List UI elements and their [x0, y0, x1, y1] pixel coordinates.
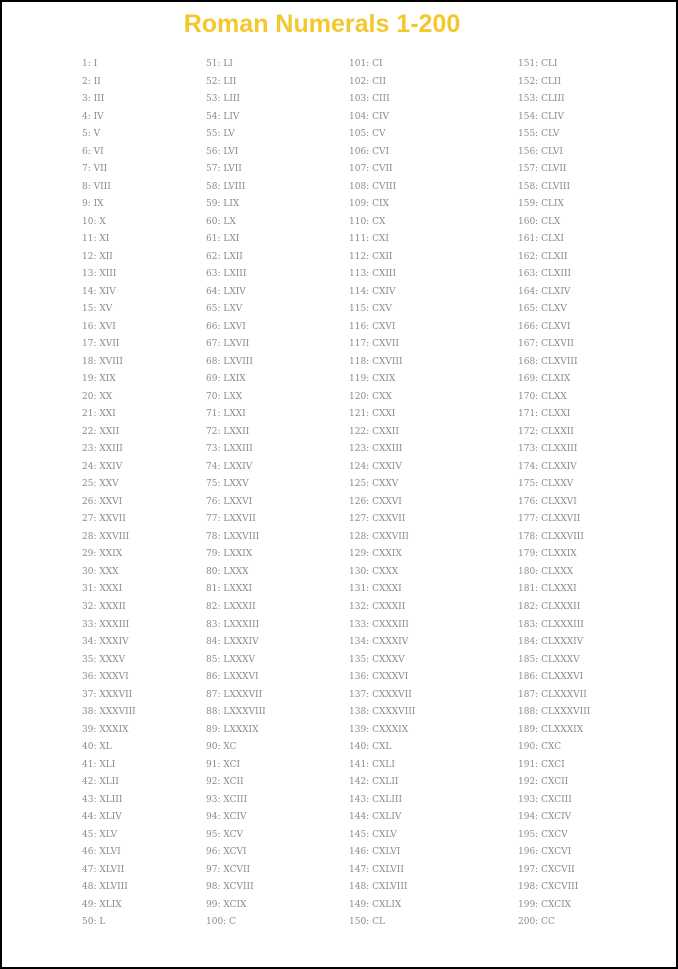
numeral-entry: 88: LXXXVIII: [206, 707, 266, 718]
numeral-entry: 67: LXVII: [206, 339, 250, 350]
numeral-entry: 122: CXXII: [349, 426, 399, 437]
numeral-entry: 179: CLXXIX: [518, 549, 577, 560]
numeral-entry: 78: LXXVIII: [206, 531, 260, 542]
numeral-column-4: [518, 56, 590, 932]
numeral-entry: 153: CLIII: [518, 94, 565, 105]
numeral-entry: 139: CXXXIX: [349, 724, 409, 735]
numeral-entry: 5: V: [82, 129, 101, 140]
numeral-entry: 8: VIII: [82, 181, 111, 192]
numeral-entry: 16: XVI: [82, 321, 116, 332]
numeral-entry: 63: LXIII: [206, 269, 247, 280]
numeral-entry: 120: CXX: [349, 391, 392, 402]
numeral-entry: 3: III: [82, 94, 105, 105]
numeral-entry: 193: CXCIII: [518, 794, 572, 805]
numeral-entry: 132: CXXXII: [349, 601, 406, 612]
numeral-entry: 146: CXLVI: [349, 847, 401, 858]
numeral-entry: 99: XCIX: [206, 899, 247, 910]
numeral-entry: 83: LXXXIII: [206, 619, 260, 630]
numeral-entry: 62: LXII: [206, 251, 243, 262]
numeral-entry: 26: XXVI: [82, 496, 123, 507]
numeral-entry: 141: CXLI: [349, 759, 395, 770]
numeral-entry: 148: CXLVIII: [349, 882, 408, 893]
numeral-entry: 89: LXXXIX: [206, 724, 259, 735]
numeral-entry: 176: CLXXVI: [518, 496, 577, 507]
numeral-entry: 187: CLXXXVII: [518, 689, 587, 700]
numeral-entry: 74: LXXIV: [206, 461, 253, 472]
numeral-entry: 116: CXVI: [349, 321, 396, 332]
numeral-entry: 77: LXXVII: [206, 514, 256, 525]
numeral-entry: 192: CXCII: [518, 777, 569, 788]
numeral-entry: 196: CXCVI: [518, 847, 572, 858]
numeral-entry: 40: XL: [82, 742, 112, 753]
numeral-entry: 69: LXIX: [206, 374, 246, 385]
numeral-entry: 56: LVI: [206, 146, 239, 157]
numeral-entry: 165: CLXV: [518, 304, 567, 315]
numeral-entry: 110: CX: [349, 216, 386, 227]
numeral-entry: 12: XII: [82, 251, 113, 262]
numeral-entry: 45: XLV: [82, 829, 118, 840]
numeral-entry: 199: CXCIX: [518, 899, 572, 910]
numeral-entry: 113: CXIII: [349, 269, 397, 280]
numeral-entry: 29: XXIX: [82, 549, 123, 560]
numeral-entry: 184: CLXXXIV: [518, 637, 584, 648]
numeral-entry: 182: CLXXXII: [518, 601, 581, 612]
numeral-entry: 76: LXXVI: [206, 496, 253, 507]
numeral-entry: 164: CLXIV: [518, 286, 571, 297]
numeral-entry: 64: LXIV: [206, 286, 246, 297]
numeral-entry: 162: CLXII: [518, 251, 568, 262]
numeral-entry: 57: LVII: [206, 164, 242, 175]
numeral-entry: 170: CLXX: [518, 391, 567, 402]
numeral-entry: 18: XVIII: [82, 356, 123, 367]
numeral-entry: 108: CVIII: [349, 181, 397, 192]
numeral-entry: 41: XLI: [82, 759, 116, 770]
numeral-entry: 154: CLIV: [518, 111, 564, 122]
numeral-entry: 17: XVII: [82, 339, 120, 350]
numeral-entry: 118: CXVIII: [349, 356, 403, 367]
numeral-entry: 152: CLII: [518, 76, 562, 87]
numeral-entry: 92: XCII: [206, 777, 244, 788]
numeral-entry: 36: XXXVI: [82, 672, 129, 683]
numeral-entry: 142: CXLII: [349, 777, 399, 788]
numeral-entry: 9: IX: [82, 199, 104, 210]
numeral-entry: 73: LXXIII: [206, 444, 253, 455]
numeral-entry: 124: CXXIV: [349, 461, 402, 472]
numeral-entry: 65: LXV: [206, 304, 243, 315]
numeral-entry: 38: XXXVIII: [82, 707, 136, 718]
numeral-entry: 144: CXLIV: [349, 812, 402, 823]
numeral-entry: 13: XIII: [82, 269, 117, 280]
numeral-entry: 135: CXXXV: [349, 654, 405, 665]
numeral-entry: 51: LI: [206, 59, 233, 69]
numeral-entry: 188: CLXXXVIII: [518, 707, 591, 718]
numeral-entry: 189: CLXXXIX: [518, 724, 584, 735]
numeral-entry: 42: XLII: [82, 777, 119, 788]
numeral-entry: 125: CXXV: [349, 479, 399, 490]
numeral-entry: 86: LXXXVI: [206, 672, 259, 683]
numeral-entry: 23: XXIII: [82, 444, 123, 455]
numeral-entry: 150: CL: [349, 917, 385, 928]
numeral-entry: 70: LXX: [206, 391, 243, 402]
numeral-entry: 43: XLIII: [82, 794, 123, 805]
numeral-entry: 54: LIV: [206, 111, 240, 122]
numeral-entry: 48: XLVIII: [82, 882, 128, 893]
numeral-entry: 157: CLVII: [518, 164, 567, 175]
numeral-entry: 169: CLXIX: [518, 374, 571, 385]
numeral-entry: 33: XXXIII: [82, 619, 130, 630]
numeral-entry: 149: CXLIX: [349, 899, 402, 910]
numeral-entry: 197: CXCVII: [518, 864, 575, 875]
numeral-entry: 200: CC: [518, 917, 555, 928]
numeral-entry: 106: CVI: [349, 146, 390, 157]
numeral-entry: 82: LXXXII: [206, 601, 256, 612]
numeral-entry: 145: CXLV: [349, 829, 397, 840]
numeral-entry: 195: CXCV: [518, 829, 568, 840]
numeral-entry: 27: XXVII: [82, 514, 126, 525]
numeral-entry: 136: CXXXVI: [349, 672, 409, 683]
numeral-entry: 28: XXVIII: [82, 531, 130, 542]
numeral-entry: 102: CII: [349, 76, 387, 87]
numeral-entry: 171: CLXXI: [518, 409, 571, 420]
numeral-entry: 60: LX: [206, 216, 236, 227]
numeral-entry: 93: XCIII: [206, 794, 248, 805]
numeral-entry: 156: CLVI: [518, 146, 563, 157]
numeral-entry: 174: CLXXIV: [518, 461, 577, 472]
numeral-column-1: [82, 56, 136, 932]
numeral-entry: 115: CXV: [349, 304, 392, 315]
numeral-entry: 96: XCVI: [206, 847, 247, 858]
numeral-entry: 198: CXCVIII: [518, 882, 579, 893]
numeral-entry: 147: CXLVII: [349, 864, 404, 875]
numeral-entry: 11: XI: [82, 234, 110, 245]
numeral-entry: 52: LII: [206, 76, 237, 87]
numeral-entry: 177: CLXXVII: [518, 514, 581, 525]
numeral-entry: 19: XIX: [82, 374, 116, 385]
numeral-entry: 101: CI: [349, 59, 383, 69]
numeral-entry: 75: LXXV: [206, 479, 249, 490]
numeral-entry: 53: LIII: [206, 94, 240, 105]
numeral-entry: 100: C: [206, 917, 236, 928]
numeral-entry: 134: CXXXIV: [349, 637, 409, 648]
numeral-entry: 1: I: [82, 59, 98, 69]
numeral-entry: 95: XCV: [206, 829, 243, 840]
numeral-entry: 103: CIII: [349, 94, 390, 105]
numeral-entry: 20: XX: [82, 391, 113, 402]
numeral-entry: 137: CXXXVII: [349, 689, 412, 700]
numeral-entry: 183: CLXXXIII: [518, 619, 584, 630]
numeral-entry: 98: XCVIII: [206, 882, 254, 893]
numeral-entry: 109: CIX: [349, 199, 389, 210]
numeral-entry: 185: CLXXXV: [518, 654, 580, 665]
numeral-entry: 123: CXXIII: [349, 444, 403, 455]
numeral-entry: 180: CLXXX: [518, 566, 574, 577]
numeral-column-3: [349, 56, 415, 932]
numeral-entry: 49: XLIX: [82, 899, 122, 910]
numeral-entry: 71: LXXI: [206, 409, 246, 420]
numeral-entry: 194: CXCIV: [518, 812, 572, 823]
numeral-entry: 66: LXVI: [206, 321, 246, 332]
numeral-entry: 128: CXXVIII: [349, 531, 409, 542]
numeral-entry: 87: LXXXVII: [206, 689, 263, 700]
numeral-entry: 14: XIV: [82, 286, 116, 297]
numeral-entry: 158: CLVIII: [518, 181, 571, 192]
numeral-entry: 61: LXI: [206, 234, 240, 245]
numeral-entry: 119: CXIX: [349, 374, 396, 385]
numeral-entry: 130: CXXX: [349, 566, 399, 577]
numeral-entry: 163: CLXIII: [518, 269, 572, 280]
numeral-entry: 85: LXXXV: [206, 654, 256, 665]
numeral-entry: 160: CLX: [518, 216, 561, 227]
numeral-entry: 175: CLXXV: [518, 479, 574, 490]
numeral-entry: 2: II: [82, 76, 101, 87]
numeral-entry: 105: CV: [349, 129, 386, 140]
numeral-entry: 167: CLXVII: [518, 339, 574, 350]
numeral-entry: 138: CXXXVIII: [349, 707, 416, 718]
numeral-entry: 6: VI: [82, 146, 104, 157]
numeral-entry: 79: LXXIX: [206, 549, 253, 560]
numeral-entry: 127: CXXVII: [349, 514, 406, 525]
numeral-entry: 22: XXII: [82, 426, 120, 437]
numeral-entry: 47: XLVII: [82, 864, 125, 875]
numeral-entry: 191: CXCI: [518, 759, 565, 770]
numeral-entry: 31: XXXI: [82, 584, 123, 595]
numeral-entry: 30: XXX: [82, 566, 119, 577]
numeral-entry: 34: XXXIV: [82, 637, 129, 648]
numeral-entry: 7: VII: [82, 164, 108, 175]
numeral-entry: 80: LXXX: [206, 566, 249, 577]
numeral-entry: 97: XCVII: [206, 864, 251, 875]
numeral-entry: 107: CVII: [349, 164, 393, 175]
numeral-entry: 143: CXLIII: [349, 794, 403, 805]
page-title: Roman Numerals 1-200: [183, 10, 461, 38]
numeral-entry: 161: CLXI: [518, 234, 564, 245]
numeral-entry: 126: CXXVI: [349, 496, 402, 507]
numeral-entry: 112: CXII: [349, 251, 393, 262]
numeral-entry: 186: CLXXXVI: [518, 672, 584, 683]
numeral-entry: 121: CXXI: [349, 409, 396, 420]
numeral-column-2: [206, 56, 266, 932]
numeral-entry: 166: CLXVI: [518, 321, 571, 332]
numeral-entry: 114: CXIV: [349, 286, 396, 297]
numeral-entry: 25: XXV: [82, 479, 119, 490]
numeral-entry: 24: XXIV: [82, 461, 123, 472]
numeral-entry: 104: CIV: [349, 111, 390, 122]
numeral-entry: 181: CLXXXI: [518, 584, 577, 595]
numeral-entry: 173: CLXXIII: [518, 444, 578, 455]
numeral-entry: 172: CLXXII: [518, 426, 574, 437]
numeral-entry: 46: XLVI: [82, 847, 121, 858]
numeral-entry: 151: CLI: [518, 59, 558, 69]
numeral-entry: 50: L: [82, 917, 106, 928]
numeral-entry: 94: XCIV: [206, 812, 247, 823]
numeral-entry: 133: CXXXIII: [349, 619, 409, 630]
numeral-entry: 131: CXXXI: [349, 584, 402, 595]
numeral-entry: 39: XXXIX: [82, 724, 129, 735]
numeral-entry: 168: CLXVIII: [518, 356, 578, 367]
numeral-entry: 117: CXVII: [349, 339, 399, 350]
numeral-entry: 44: XLIV: [82, 812, 122, 823]
numeral-entry: 15: XV: [82, 304, 113, 315]
numeral-entry: 55: LV: [206, 129, 235, 140]
numeral-entry: 32: XXXII: [82, 601, 126, 612]
numeral-entry: 37: XXXVII: [82, 689, 133, 700]
numeral-entry: 111: CXI: [349, 234, 389, 245]
numeral-entry: 178: CLXXVIII: [518, 531, 584, 542]
numeral-entry: 91: XCI: [206, 759, 241, 770]
numeral-entry: 190: CXC: [518, 742, 562, 753]
numeral-entry: 4: IV: [82, 111, 104, 122]
numeral-entry: 81: LXXXI: [206, 584, 253, 595]
numeral-entry: 90: XC: [206, 742, 237, 753]
numeral-entry: 159: CLIX: [518, 199, 564, 210]
numeral-entry: 21: XXI: [82, 409, 116, 420]
numeral-entry: 35: XXXV: [82, 654, 126, 665]
numeral-entry: 155: CLV: [518, 129, 560, 140]
numeral-entry: 68: LXVIII: [206, 356, 253, 367]
numeral-entry: 84: LXXXIV: [206, 637, 259, 648]
numeral-entry: 129: CXXIX: [349, 549, 402, 560]
numeral-entry: 59: LIX: [206, 199, 240, 210]
numeral-entry: 72: LXXII: [206, 426, 250, 437]
numeral-entry: 140: CXL: [349, 742, 392, 753]
numeral-entry: 10: X: [82, 216, 106, 227]
numeral-entry: 58: LVIII: [206, 181, 246, 192]
